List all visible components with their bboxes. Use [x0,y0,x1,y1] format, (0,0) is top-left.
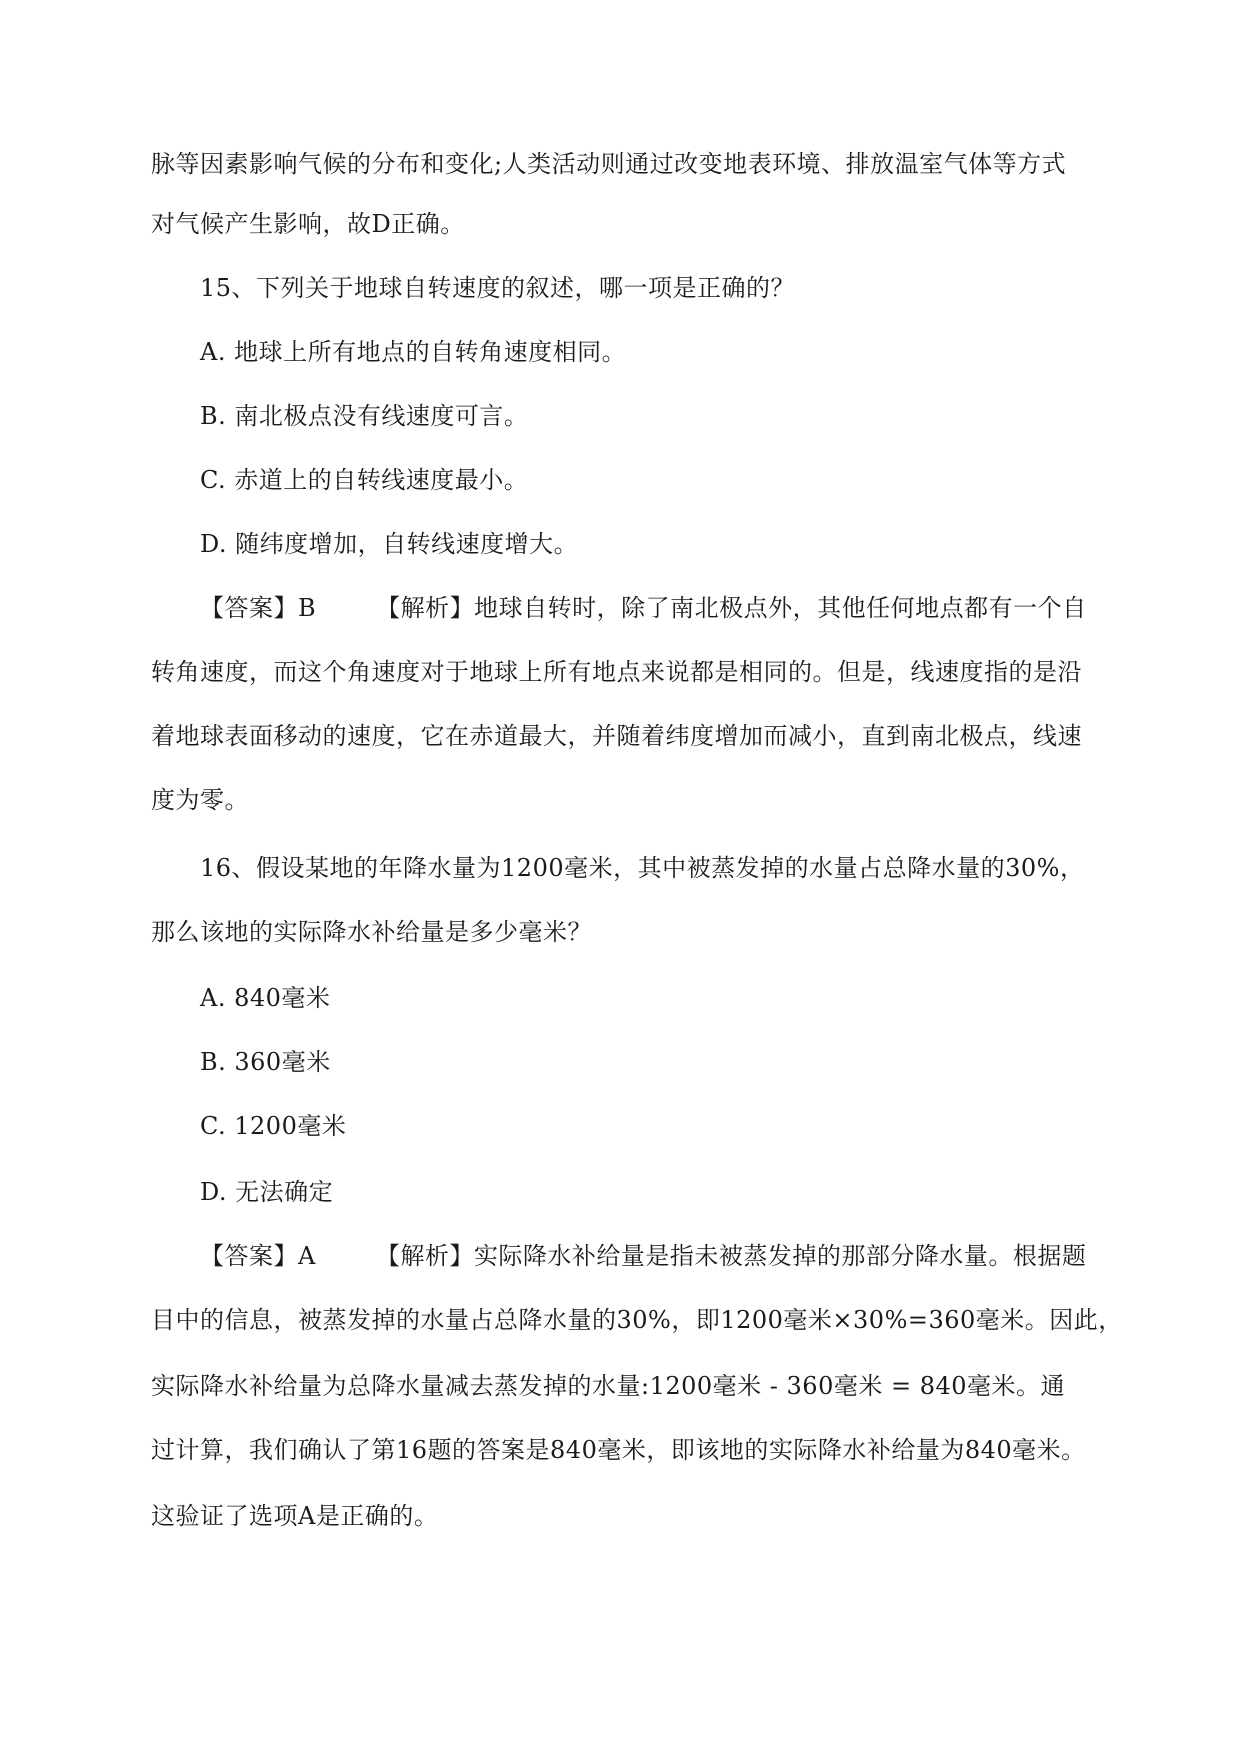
q16-analysis-line-2: 实际降水补给量为总降水量减去蒸发掉的水量:1200毫米 - 360毫米 = 840毫米。通 [151,1372,1066,1400]
q16-analysis-start: 【解析】实际降水补给量是指未被蒸发掉的那部分降水量。根据题 [375,1242,1087,1270]
q16-analysis-line-3: 过计算，我们确认了第16题的答案是840毫米，即该地的实际降水补给量为840毫米。 [151,1436,1086,1464]
intro-line-2: 对气候产生影响，故D正确。 [151,210,465,238]
q16-answer-line [200,1240,1140,1272]
q16-analysis-line-1: 目中的信息，被蒸发掉的水量占总降水量的30%，即1200毫米×30%=360毫米。因此， [151,1306,1123,1334]
q15-answer: 【答案】B [200,594,317,622]
q16-option-c: C. 1200毫米 [200,1112,347,1140]
q15-analysis-line-3: 度为零。 [151,786,249,814]
q16-option-b: B. 360毫米 [200,1048,331,1076]
q16-analysis-line-4: 这验证了选项A是正确的。 [151,1502,439,1530]
intro-line-1: 脉等因素影响气候的分布和变化;人类活动则通过改变地表环境、排放温室气体等方式 [151,150,1067,178]
q15-answer-line [200,592,1140,624]
question-15: 15、下列关于地球自转速度的叙述，哪一项是正确的？ [200,274,796,302]
q16-option-a: A. 840毫米 [200,984,331,1012]
q15-option-d: D. 随纬度增加，自转线速度增大。 [200,530,579,558]
question-16-line-2: 那么该地的实际降水补给量是多少毫米？ [151,918,592,946]
q15-analysis-line-1: 转角速度，而这个角速度对于地球上所有地点来说都是相同的。但是，线速度指的是沿 [151,658,1082,686]
question-16-line-1: 16、假设某地的年降水量为1200毫米，其中被蒸发掉的水量占总降水量的30%， [200,854,1085,882]
q15-option-c: C. 赤道上的自转线速度最小。 [200,466,529,494]
q16-answer: 【答案】A [200,1242,316,1270]
q15-analysis-line-2: 着地球表面移动的速度，它在赤道最大，并随着纬度增加而减小，直到南北极点，线速 [151,722,1082,750]
q16-option-d: D. 无法确定 [200,1178,334,1206]
q15-option-a: A. 地球上所有地点的自转角速度相同。 [200,338,627,366]
q15-analysis-start: 【解析】地球自转时，除了南北极点外，其他任何地点都有一个自 [376,594,1087,622]
q15-option-b: B. 南北极点没有线速度可言。 [200,402,529,430]
